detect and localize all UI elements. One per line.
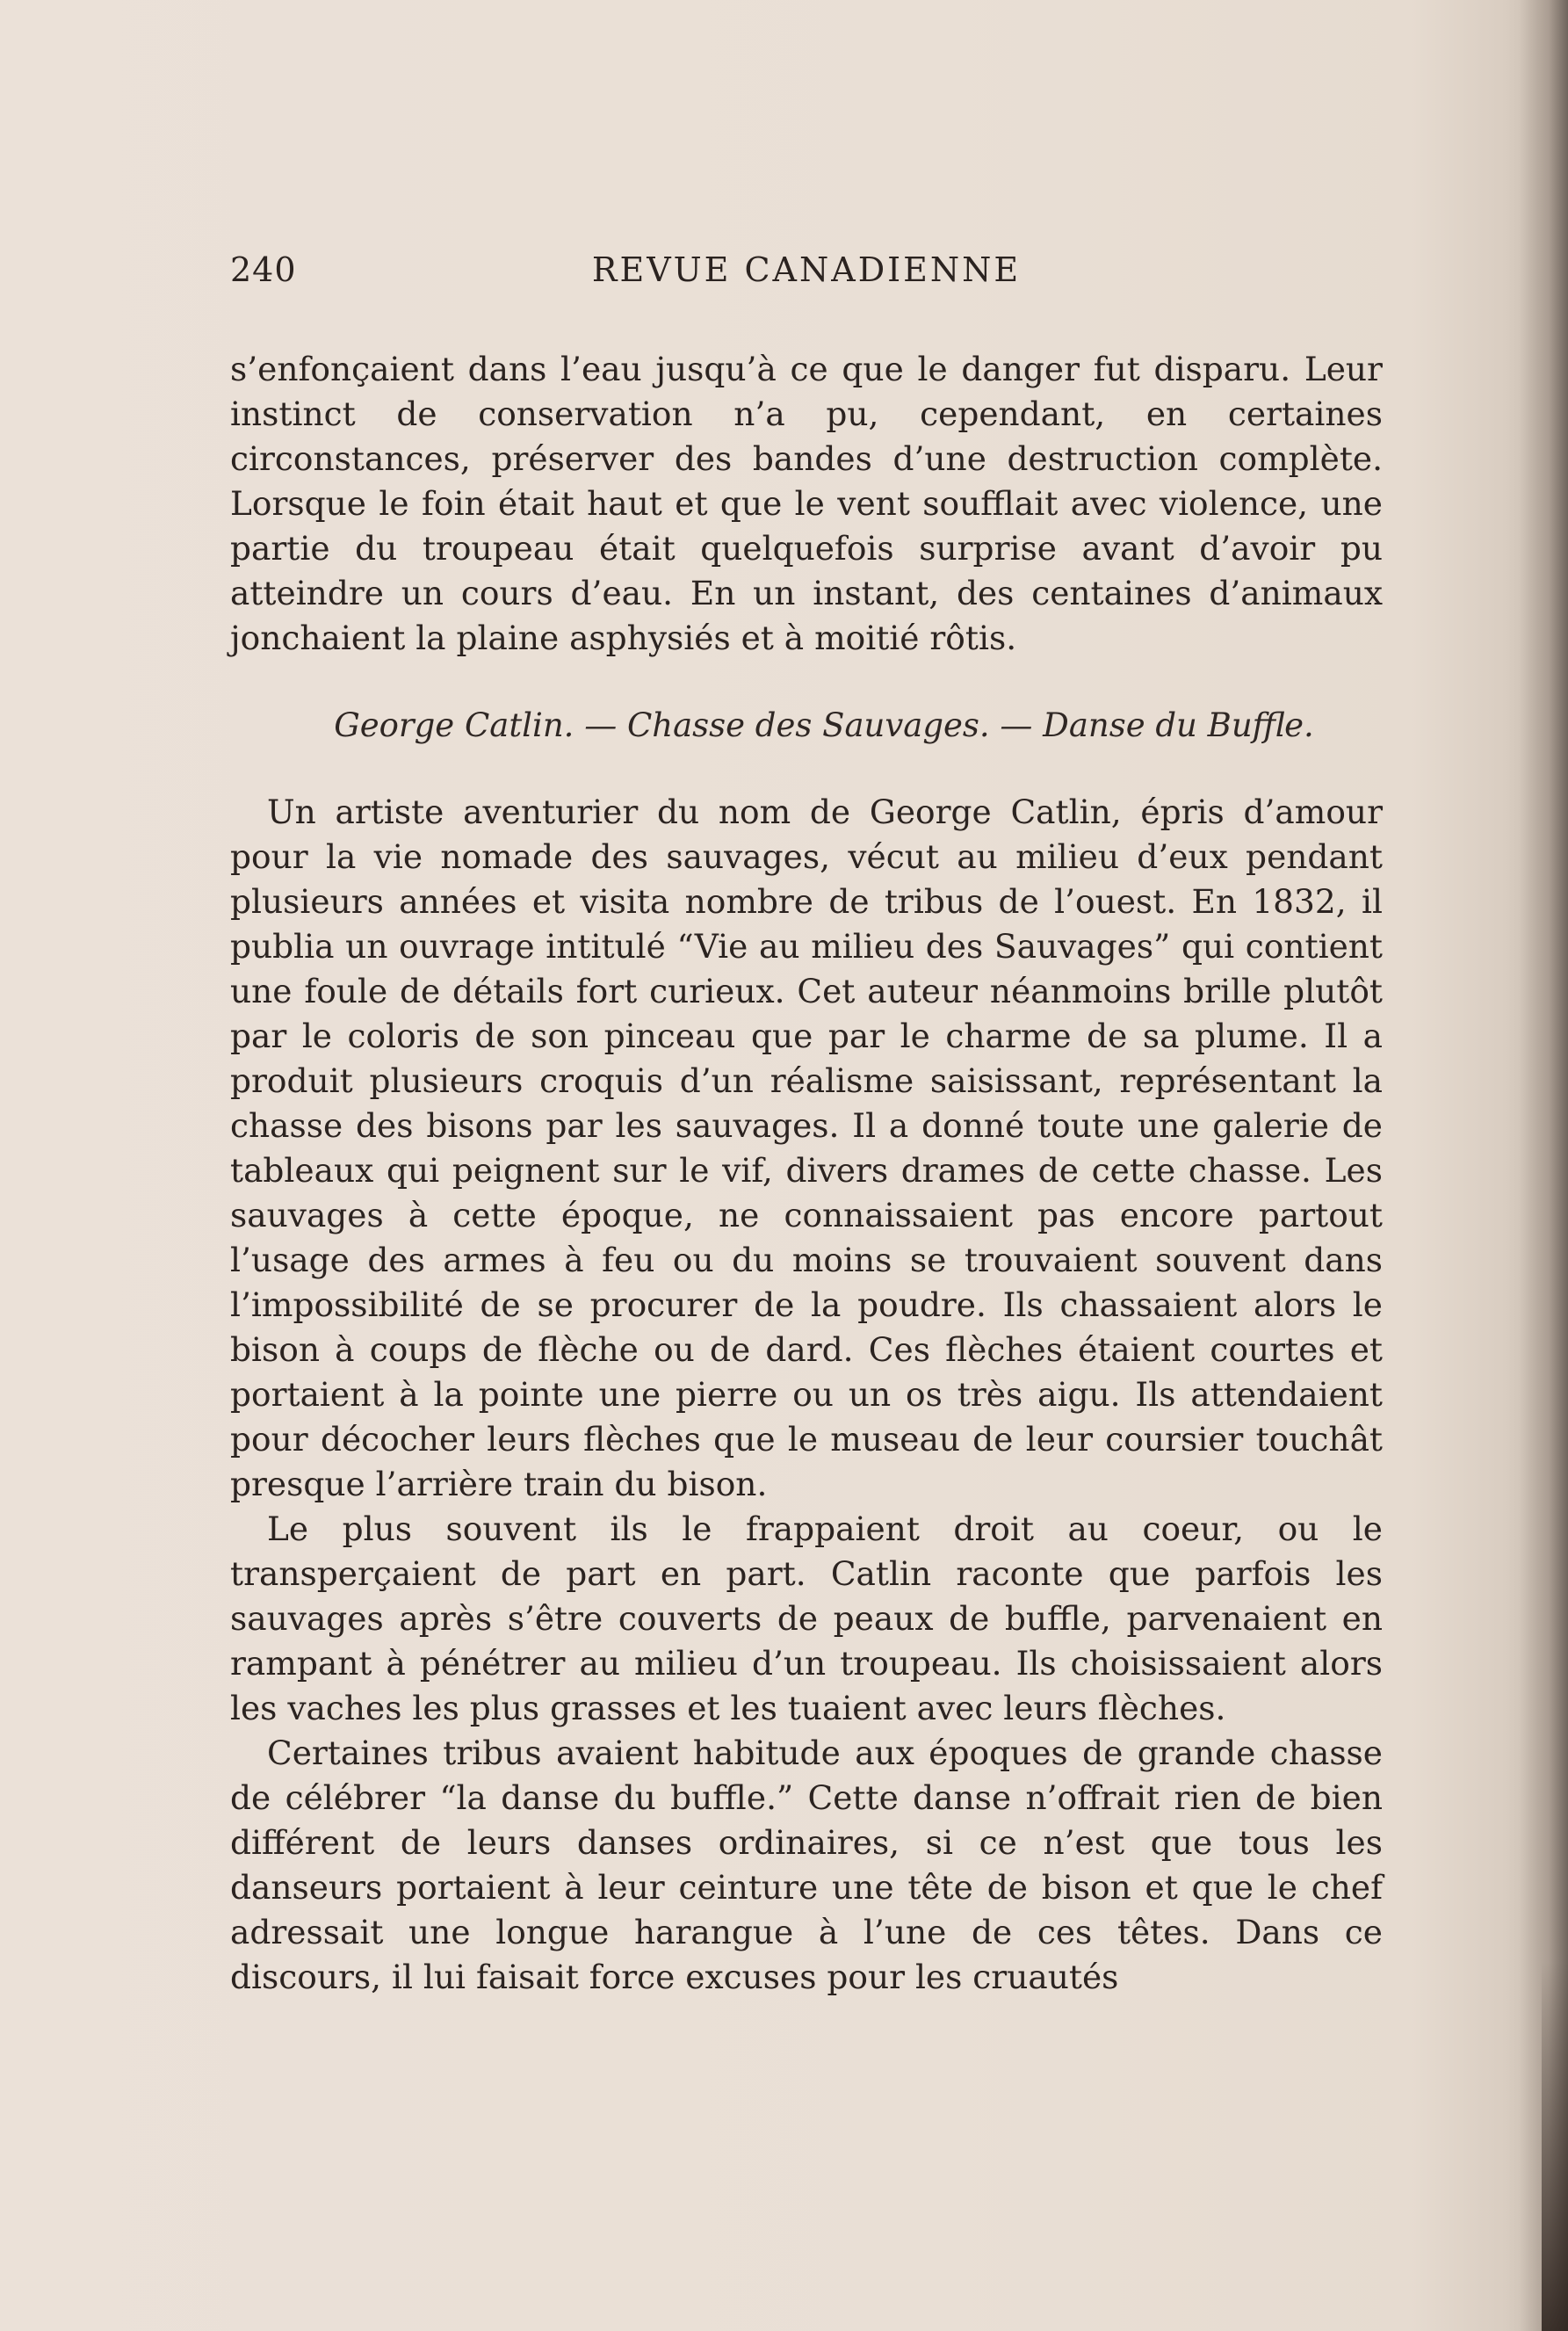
binding-shadow [1542, 1962, 1568, 2331]
paragraph-catlin: Un artiste aventurier du nom de George Catlin, épris d’amour pour la vie nomade des sauvages, vécut au milieu d’eux pendant plusieurs années et visita nombre de tribus de l’ouest. En 1832, il publia un ouvrage intitulé “Vie au milieu des Sauvages” qui contient une foule de détails fort curieux. Cet auteur néanmoins brille plutôt par le coloris de son pinceau que par le charme de sa plume. Il a produit plusieurs croquis d’un réalisme saisissant, représentant la chasse des bisons par les sauvages. Il a donné toute une galerie de tableaux qui peignent sur le vif, divers drames de cette chasse. Les sauvages à cette époque, ne connaissaient pas encore partout l’usage des armes à feu ou du moins se trouvaient souvent dans l’impossibilité de se procurer de la poudre. Ils chassaient alors le bison à coups de flèche ou de dard. Ces flèches étaient courtes et portaient à la pointe une pierre ou un os très aigu. Ils attendaient pour décocher leurs flèches que le museau de leur coursier touchât presque l’arrière train du bison. [230, 793, 1383, 1503]
page-content [230, 250, 1383, 2000]
running-title: REVUE CANADIENNE [591, 250, 1022, 289]
running-head [230, 250, 1383, 303]
section-heading: George Catlin. — Chasse des Sauvages. — Danse du Buffle. [334, 706, 1314, 744]
paragraph-hunting: Le plus souvent ils le frappaient droit au coeur, ou le transperçaient de part en part. Catlin raconte que parfois les sauvages après s’être couverts de peaux de buffle, parvenaient en rampant à pénétrer au milieu d’un troupeau. Ils choisissaient alors les vaches les plus grasses et les tuaient avec leurs flèches. [230, 1509, 1383, 1727]
page-number: 240 [230, 250, 297, 289]
paragraph-buffalo-dance: Certaines tribus avaient habitude aux époques de grande chasse de célébrer “la danse du buffle.” Cette danse n’offrait rien de bien différent de leurs danses ordinaires, si ce n’est que tous les danseurs portaient à leur ceinture une tête de bison et que le chef adressait une longue harangue à l’une de ces têtes. Dans ce discours, il lui faisait force excuses pour les cruautés [230, 1734, 1383, 1996]
paragraph-continued: s’enfonçaient dans l’eau jusqu’à ce que le danger fut disparu. Leur instinct de conservation n’a pu, cependant, en certaines circonstances, préserver des bandes d’une destruction complète. Lorsque le foin était haut et que le vent soufflait avec violence, une partie du troupeau était quelquefois surprise avant d’avoir pu atteindre un cours d’eau. En un instant, des centaines d’animaux jonchaient la plaine asphysiés et à moitié rôtis. [230, 350, 1383, 657]
